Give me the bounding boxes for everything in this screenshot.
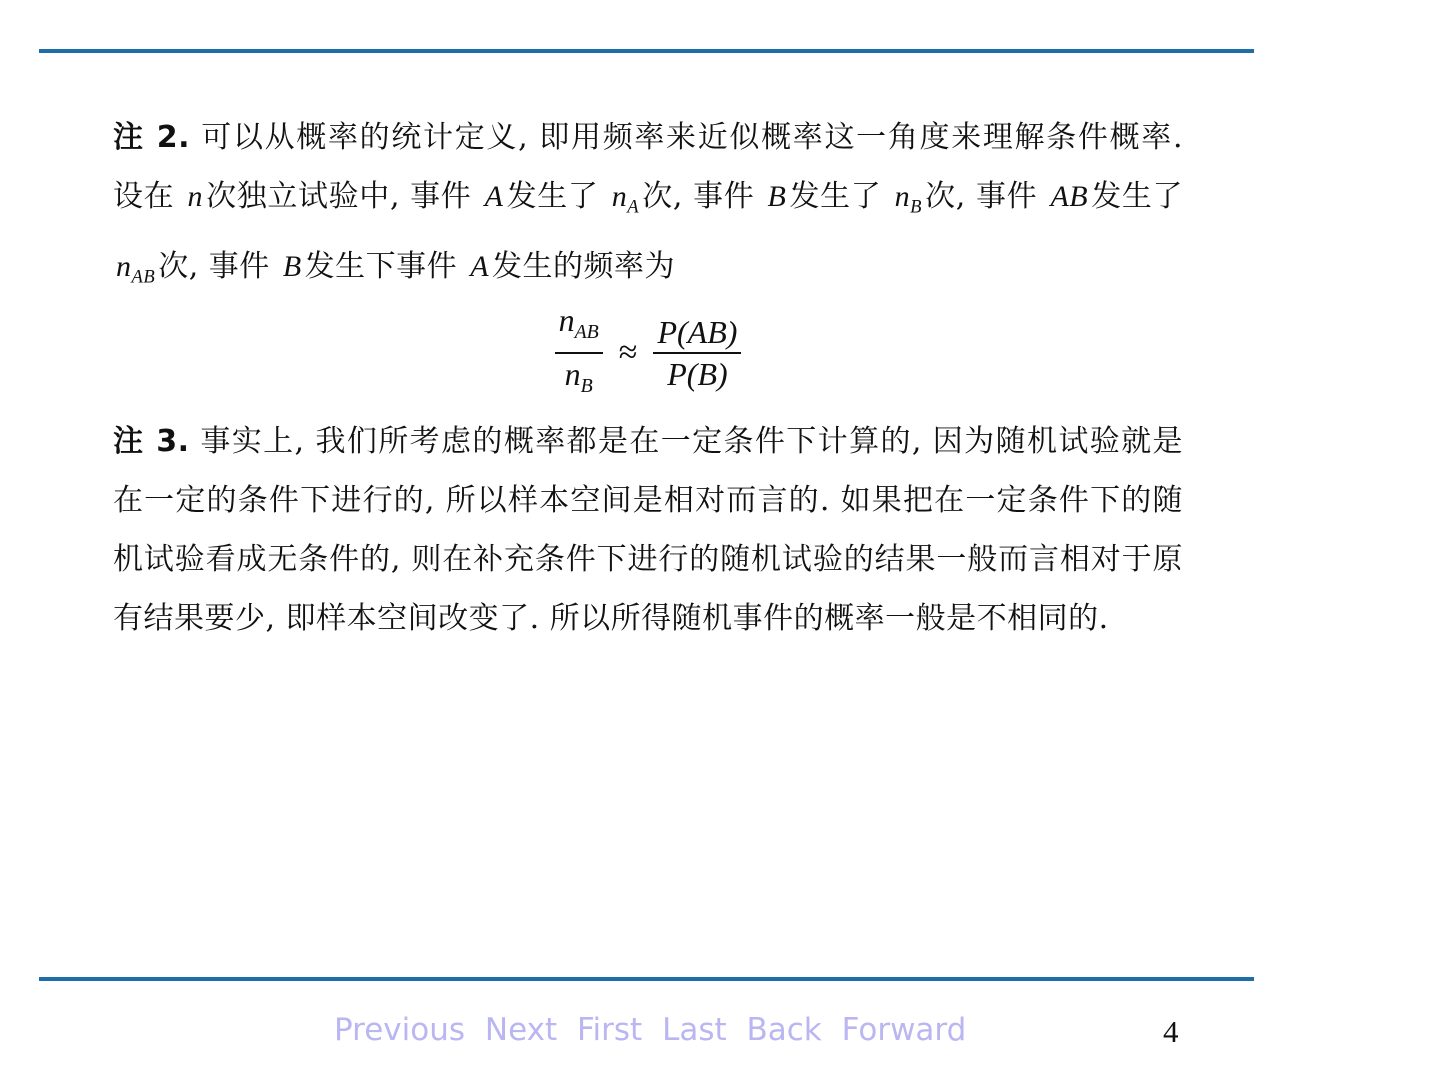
probability-fraction [653, 312, 741, 394]
var-n: n [187, 180, 203, 213]
var-nB: $n_B$ [894, 180, 922, 218]
nav-previous-link[interactable]: Previous [334, 1012, 466, 1048]
nav-next-link[interactable]: Next [484, 1012, 558, 1048]
var-A: A [470, 249, 490, 283]
note-2-text: 发生下事件 [304, 248, 458, 284]
note-2-text: 可以从概率的统计定义, 即用频率来近似概率这一角度来理解条件概率. 设在 [113, 120, 1183, 214]
note-2-text: 次, 事件 [924, 179, 1038, 214]
top-rule [39, 49, 1254, 53]
note-2-text: 发生了 [789, 179, 882, 214]
var-B: B [767, 180, 787, 213]
note-3 [113, 412, 1183, 648]
var-nA: $n_A$ [611, 180, 640, 218]
note-2 [113, 108, 1183, 306]
var-AB: AB [1050, 180, 1089, 213]
note-2-label: 注 2. [113, 120, 191, 155]
note-2-text: 发生了 [506, 179, 599, 214]
note-3-label: 注 3. [113, 424, 190, 459]
page-number: 4 [1163, 1014, 1179, 1049]
fraction-denominator: $n_B$ [564, 356, 593, 397]
note-2-text: 发生的频率为 [492, 248, 676, 284]
bottom-rule [39, 977, 1254, 981]
var-B: B [282, 249, 302, 283]
fraction-denominator: P(B) [667, 356, 728, 392]
note-3-text: 事实上, 我们所考虑的概率都是在一定条件下计算的, 因为随机试验就是在一定的条件下进行的, 所以样本空间是相对而言的. 如果把在一定条件下的随机试验看成无条件的, 则在补充条件下进行的随机试验的结果一般而言相对于原有结果要少, 即样本空间改变了. 所以所得随机事件的概率一般是不相同的. [113, 424, 1183, 636]
fraction-numerator: $n_{AB}$ [558, 302, 599, 343]
fraction-numerator: P(AB) [657, 314, 738, 350]
approx-symbol: ≈ [618, 334, 638, 371]
nav-back-link[interactable]: Back [746, 1012, 822, 1048]
note-2-text: 次独立试验中, 事件 [205, 179, 472, 214]
conditional-frequency-formula [113, 302, 1183, 398]
var-A: A [484, 180, 504, 213]
nav-last-link[interactable]: Last [662, 1012, 727, 1048]
note-2-text: 次, 事件 [158, 248, 270, 284]
navigation-links [334, 1012, 976, 1048]
frequency-fraction [555, 300, 603, 406]
var-nAB: $n_{AB}$ [116, 249, 156, 287]
note-2-text: 发生了 [1091, 179, 1184, 214]
note-2-text: 次, 事件 [642, 179, 755, 214]
nav-forward-link[interactable]: Forward [841, 1012, 967, 1048]
nav-first-link[interactable]: First [576, 1012, 643, 1048]
slide-content [113, 108, 1183, 648]
